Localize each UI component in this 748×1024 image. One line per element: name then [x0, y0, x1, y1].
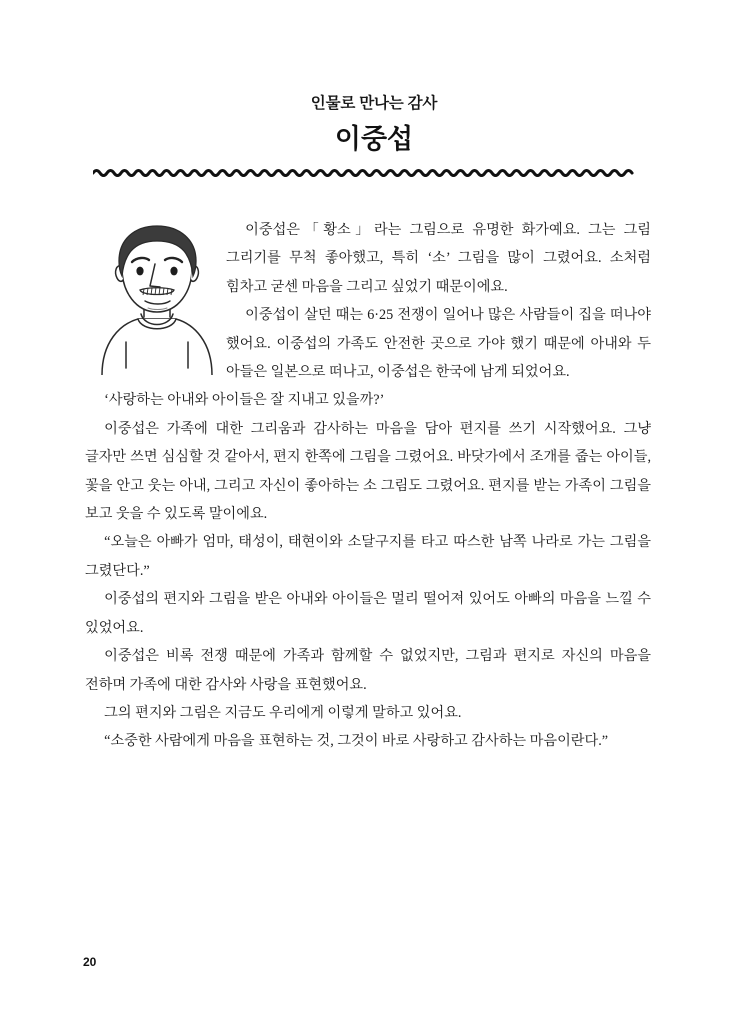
page-number: 20: [83, 955, 97, 969]
paragraph-quote: ‘사랑하는 아내와 아이들은 잘 지내고 있을까?’: [104, 392, 385, 409]
paragraph: 이중섭은 가족에 대한 그리움과 감사하는 마음을 담아 편지를 쓰기 시작했어요. 그냥 글자만 쓰면 심심할 것 같아서, 편지 한쪽에 그림을 그렸어요. 바닷가에서 조개를 줍는 아이들, 꽃을 안고 웃는 아내, 그리고 자신이 좋아하는 소 그림도 그렸어요. 편지를 받는 가족이 그림을 보고 웃을 수 있도록 말이에요.: [85, 420, 651, 523]
paragraph: 이중섭의 편지와 그림을 받은 아내와 아이들은 멀리 떨어져 있어도 아빠의 마음을 느낄 수 있었어요.: [85, 591, 651, 636]
page-title: 이중섭: [334, 123, 414, 154]
header-kicker: 인물로 만나는 감사: [310, 95, 438, 112]
wavy-divider: [93, 164, 636, 182]
paragraph-quote: “소중한 사람에게 마음을 표현하는 것, 그것이 바로 사랑하고 감사하는 마음이란다.”: [104, 733, 609, 750]
article-body: [85, 216, 651, 756]
paragraph: 그의 편지와 그림은 지금도 우리에게 이렇게 말하고 있어요.: [104, 704, 462, 721]
paragraph: 이중섭은 비록 전쟁 때문에 가족과 함께할 수 없었지만, 그림과 편지로 자신의 마음을 전하며 가족에 대한 감사와 사랑을 표현했어요.: [85, 648, 651, 693]
paragraph: 이중섭이 살던 때는 6·25 전쟁이 일어나 많은 사람들이 집을 떠나야 했어요. 이중섭의 가족도 안전한 곳으로 가야 했기 때문에 아내와 두 아들은 일본으로 떠나고, 이중섭은 한국에 남게 되었어요.: [226, 307, 651, 381]
portrait-illustration: [98, 220, 216, 375]
paragraph-quote: “오늘은 아빠가 엄마, 태성이, 태현이와 소달구지를 타고 따스한 남쪽 나라로 가는 그림을 그렸단다.”: [85, 534, 651, 579]
page-header: [0, 95, 748, 156]
paragraph: 이중섭은「황소」라는 그림으로 유명한 화가예요. 그는 그림 그리기를 무척 좋아했고, 특히 ‘소’ 그림을 많이 그렸어요. 소처럼 힘차고 굳센 마음을 그리고 싶었기 때문이에요.: [226, 222, 651, 295]
